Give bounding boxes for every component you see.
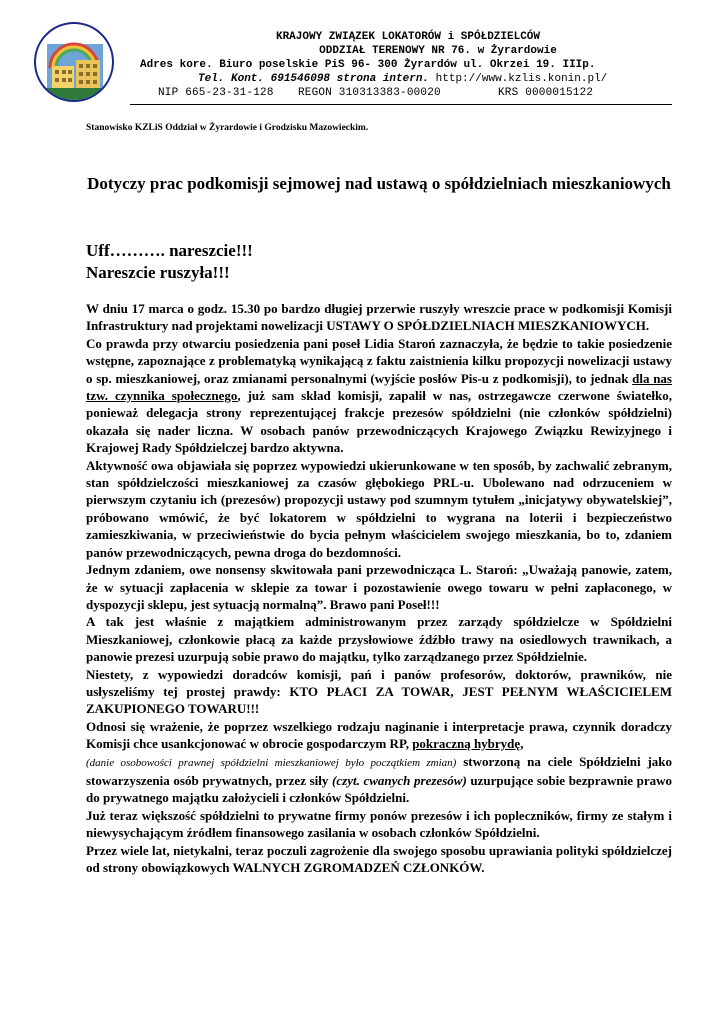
kzlis-logo [22,22,126,102]
p7-underlined: pokraczną hybrydę [412,736,521,752]
website-link[interactable]: http://www.kzlis.konin.pl/ [435,73,608,85]
letterhead [128,30,648,100]
paragraph-7 [86,718,672,807]
p2-text-b: , już sam skład komisji, zapalił w nas, ostrzegawcze czerwone światełko, ponieważ delegacja strony reprezentującej frakcje prezesów spółdzielni (nie członków spółdzielni) okazała się nader liczna. W osobach panów przewodniczących Krajowego Związku Rewizyjnego i Krajowej Rady Spółdzielczej bardzo aktywna. [86,388,672,456]
statement-source: Stanowisko KZLiS Oddział w Żyrardowie i Grodzisku Mazowieckim. [86,123,369,133]
heading-line-2: Nareszcie ruszyła!!! [86,263,230,282]
header-divider [130,104,672,105]
paragraph-5: A tak jest właśnie z majątkiem administrowanym przez zarządy spółdzielcze w Spółdzielni Mieszkaniowej, członkowie płacą za każde przysłowiowe źdźbło trawy na osiedlowych trawnikach, a panowie prezesi uzurpują sobie prawo do majątku, tylko zarządzanego przez Spółdzielnie. [86,614,672,665]
contact-line [128,72,648,86]
heading-line-1: Uff………. nareszcie!!! [86,241,253,260]
p7-italic-aside: (czyt. cwanych prezesów) [332,772,467,788]
paragraph-3: Aktywność owa objawiała się poprzez wypowiedzi ukierunkowane w ten sposób, by zachwalić zebranym, stan spółdzielczości mieszkaniowej za czasów głębokiego PRL-u. Ubolewano nad odrzuceniem w pierwszym czytaniu ich (prezesów) propozycji ustawy pod szumnym tytułem „inicjatywy obywatelskiej”, próbowano wmówić, że być lokatorem w spółdzielni to wygrana na loterii i bezpieczeństwo zamieszkiwania, w przeciwieństwie do bycia pełnym właścicielem swojego mieszkania, bo to, zdaniem panów przewodniczących, pewna droga do bezdomności. [86,457,672,560]
paragraph-6: Niestety, z wypowiedzi doradców komisji, pań i panów profesorów, doktorów, prawników, nie usłyszeliśmy tej prostej prawdy: KTO PŁACI ZA TOWAR, JEST PEŁNYM WŁAŚCICIELEM ZAKUPIONEGO TOWARU!!! [86,666,672,717]
exclamation-heading [86,240,253,284]
branch-name: ODDZIAŁ TERENOWY NR 76. w Żyrardowie [319,45,557,57]
p7-text-a: Odnosi się wrażenie, że poprzez wszelkiego rodzaju naginanie i interpretacje prawa, czynnik doradczy Komisji chce usankcjonować w obrocie gospodarczym RP, [86,718,672,752]
paragraph-4: Jednym zdaniem, owe nonsensy skwitowała pani przewodnicząca L. Staroń: „Uważają panowie, zatem, że w sytuacji zapłacenia w sklepie za towar i pozostawienie owego towaru w pełni zapłaconego, w dyspozycji sklepu, jest sytuacją normalną”. Brawo pani Poseł!!! [86,562,672,612]
p2-text-a: Co prawda przy otwarciu posiedzenia pani poseł Lidia Staroń zaznaczyła, że będzie to takie posiedzenie wstępne, zapoznające z problematyką wynikającą z faktu zaistnienia kilku propozycji nowelizacji ustawy o sp. mieszkaniowej, oraz zmianami personalnymi (wyjście posłów Pis-u z podkomisji), to jednak [86,335,672,386]
document-title: Dotyczy prac podkomisji sejmowej nad ustawą o spółdzielniach mieszkaniowych [87,174,671,193]
paragraph-1: W dniu 17 marca o godz. 15.30 po bardzo długiej przerwie ruszyły wreszcie prace w podkomisji Komisji Infrastruktury nad projektami nowelizacji USTAWY O SPÓŁDZIELNIACH MIESZKANIOWYCH. [86,301,672,334]
paragraph-9: Przez wiele lat, nietykalni, teraz poczuli zagrożenie dla swojego sposobu uprawiania polityki spółdzielczej od strony obowiązkowych WALNYCH ZGROMADZEŃ CZŁONKÓW. [86,842,672,875]
phone: Tel. Kont. 691546098 strona intern. [198,73,430,85]
org-name: KRAJOWY ZWIĄZEK LOKATORÓW i SPÓŁDZIELCÓW [275,31,541,43]
krs: KRS 0000015122 [498,87,594,99]
p7-comma: , [520,736,524,752]
p7-italic-note: (danie osobowości prawnej spółdzielni mieszkaniowej było początkiem zmian) [86,756,457,769]
registry-line [128,86,648,100]
paragraph-8: Już teraz większość spółdzielni to prywatne firmy ponów prezesów i ich popleczników, firmy ze stałym i niewysychającym źródłem finansowego zasilania w osobach członków Spółdzielni. [86,807,672,841]
p7-text-d: uzurpujące sobie bezprawnie prawo do prywatnego majątku założycieli i członków Spółdzielni. [86,772,672,806]
nip: NIP 665-23-31-128 [158,87,274,99]
paragraph-2 [86,335,672,457]
p2-underlined: dla nas tzw. czynnika społecznego [86,370,672,404]
article-body [86,300,672,876]
p7-text-c: stworzoną na ciele Spółdzielni jako stowarzyszenia osób prywatnych, przez siły [86,753,673,788]
regon: REGON 310313383-00020 [298,87,441,99]
address: Adres kore. Biuro poselskie PiS 96- 300 Żyrardów ul. Okrzei 19. IIIp. [140,59,596,71]
